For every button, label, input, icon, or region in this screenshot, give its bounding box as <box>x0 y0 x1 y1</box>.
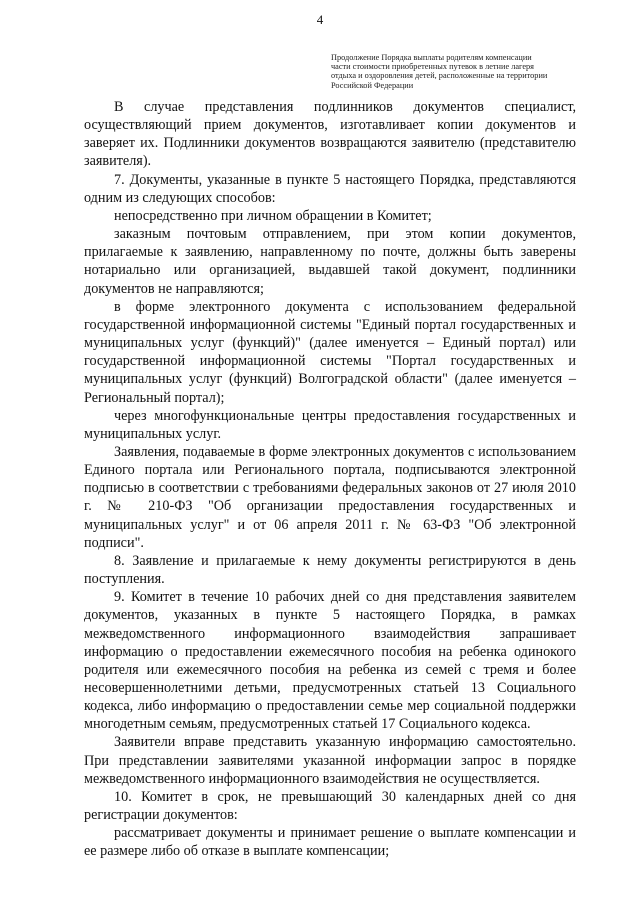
list-item-mfc: через многофункциональные центры предоставления государственных и муниципальных услуг. <box>84 407 576 442</box>
paragraph-applicants-right: Заявители вправе представить указанную информацию самостоятельно. При представлении заявителями указанной информации запрос в порядке межведомственного информационного взаимодействия не осуществляется. <box>84 734 576 787</box>
paragraph-clause-10: 10. Комитет в срок, не превышающий 30 календарных дней со дня регистрации документов: <box>84 788 576 824</box>
document-body <box>84 98 576 861</box>
list-item-electronic-document: в форме электронного документа с использованием федеральной государственной информационной системы "Единый портал государственных и муниципальных услуг (функций)" (далее именуется – Единый портал) или государственной информационной системы "Портал государственных и муниципальных услуг (функций) Волгоградской области" (далее именуется – Региональный портал); <box>84 298 576 406</box>
list-item-registered-mail: заказным почтовым отправлением, при этом копии документов, прилагаемые к заявлению, направленному по почте, должны быть заверены нотариально или организацией, выдавшей такой документ, подлинники документов не направляются; <box>84 226 576 297</box>
list-item-decision: рассматривает документы и принимает решение о выплате компенсации и ее размере либо об отказе в выплате компенсации; <box>84 825 576 860</box>
paragraph-clause-7: 7. Документы, указанные в пункте 5 настоящего Порядка, представляются одним из следующих способов: <box>84 171 576 206</box>
paragraph-clause-9: 9. Комитет в течение 10 рабочих дней со дня представления заявителем документов, указанных в пункте 5 настоящего Порядка, в рамках межведомственного информационного взаимодействия запрашивает информацию о предоставлении ежемесячного пособия на ребенка одинокого родителя или ежемесячного пособия на ребенка из семей с тремя и более несовершеннолетними детьми, предусмотренных статьей 13 Социального кодекса, либо информацию о предоставлении семье мер социальной поддержки многодетным семьям, предусмотренных статьей 17 Социального кодекса. <box>84 589 576 733</box>
running-header-line: Российской Федерации <box>331 80 414 90</box>
paragraph-originals-copies: В случае представления подлинников документов специалист, осуществляющий прием документов, изготавливает копии документов и заверяет их. Подлинники документов возвращаются заявителю (представителю заявителя). <box>84 99 576 170</box>
running-header-line: отдыха и оздоровления детей, расположенные на территории <box>331 71 548 81</box>
paragraph-electronic-signature: Заявления, подаваемые в форме электронных документов с использованием Единого портала или Регионального портала, подписываются электронной подписью в соответствии с требованиями федеральных законов от 27 июля 2010 г. № 210-ФЗ "Об организации предоставления государственных и муниципальных услуг" и от 06 апреля 2011 г. № 63-ФЗ "Об электронной подписи". <box>84 443 576 551</box>
page-number: 4 <box>316 12 324 27</box>
running-header-line: части стоимости приобретенных путевок в летние лагеря <box>331 62 534 72</box>
paragraph-clause-8: 8. Заявление и прилагаемые к нему документы регистрируются в день поступления. <box>84 552 576 588</box>
running-header-line: Продолжение Порядка выплаты родителям компенсации <box>331 53 532 62</box>
running-header <box>331 53 576 90</box>
list-item-in-person: непосредственно при личном обращении в Комитет; <box>114 207 432 224</box>
